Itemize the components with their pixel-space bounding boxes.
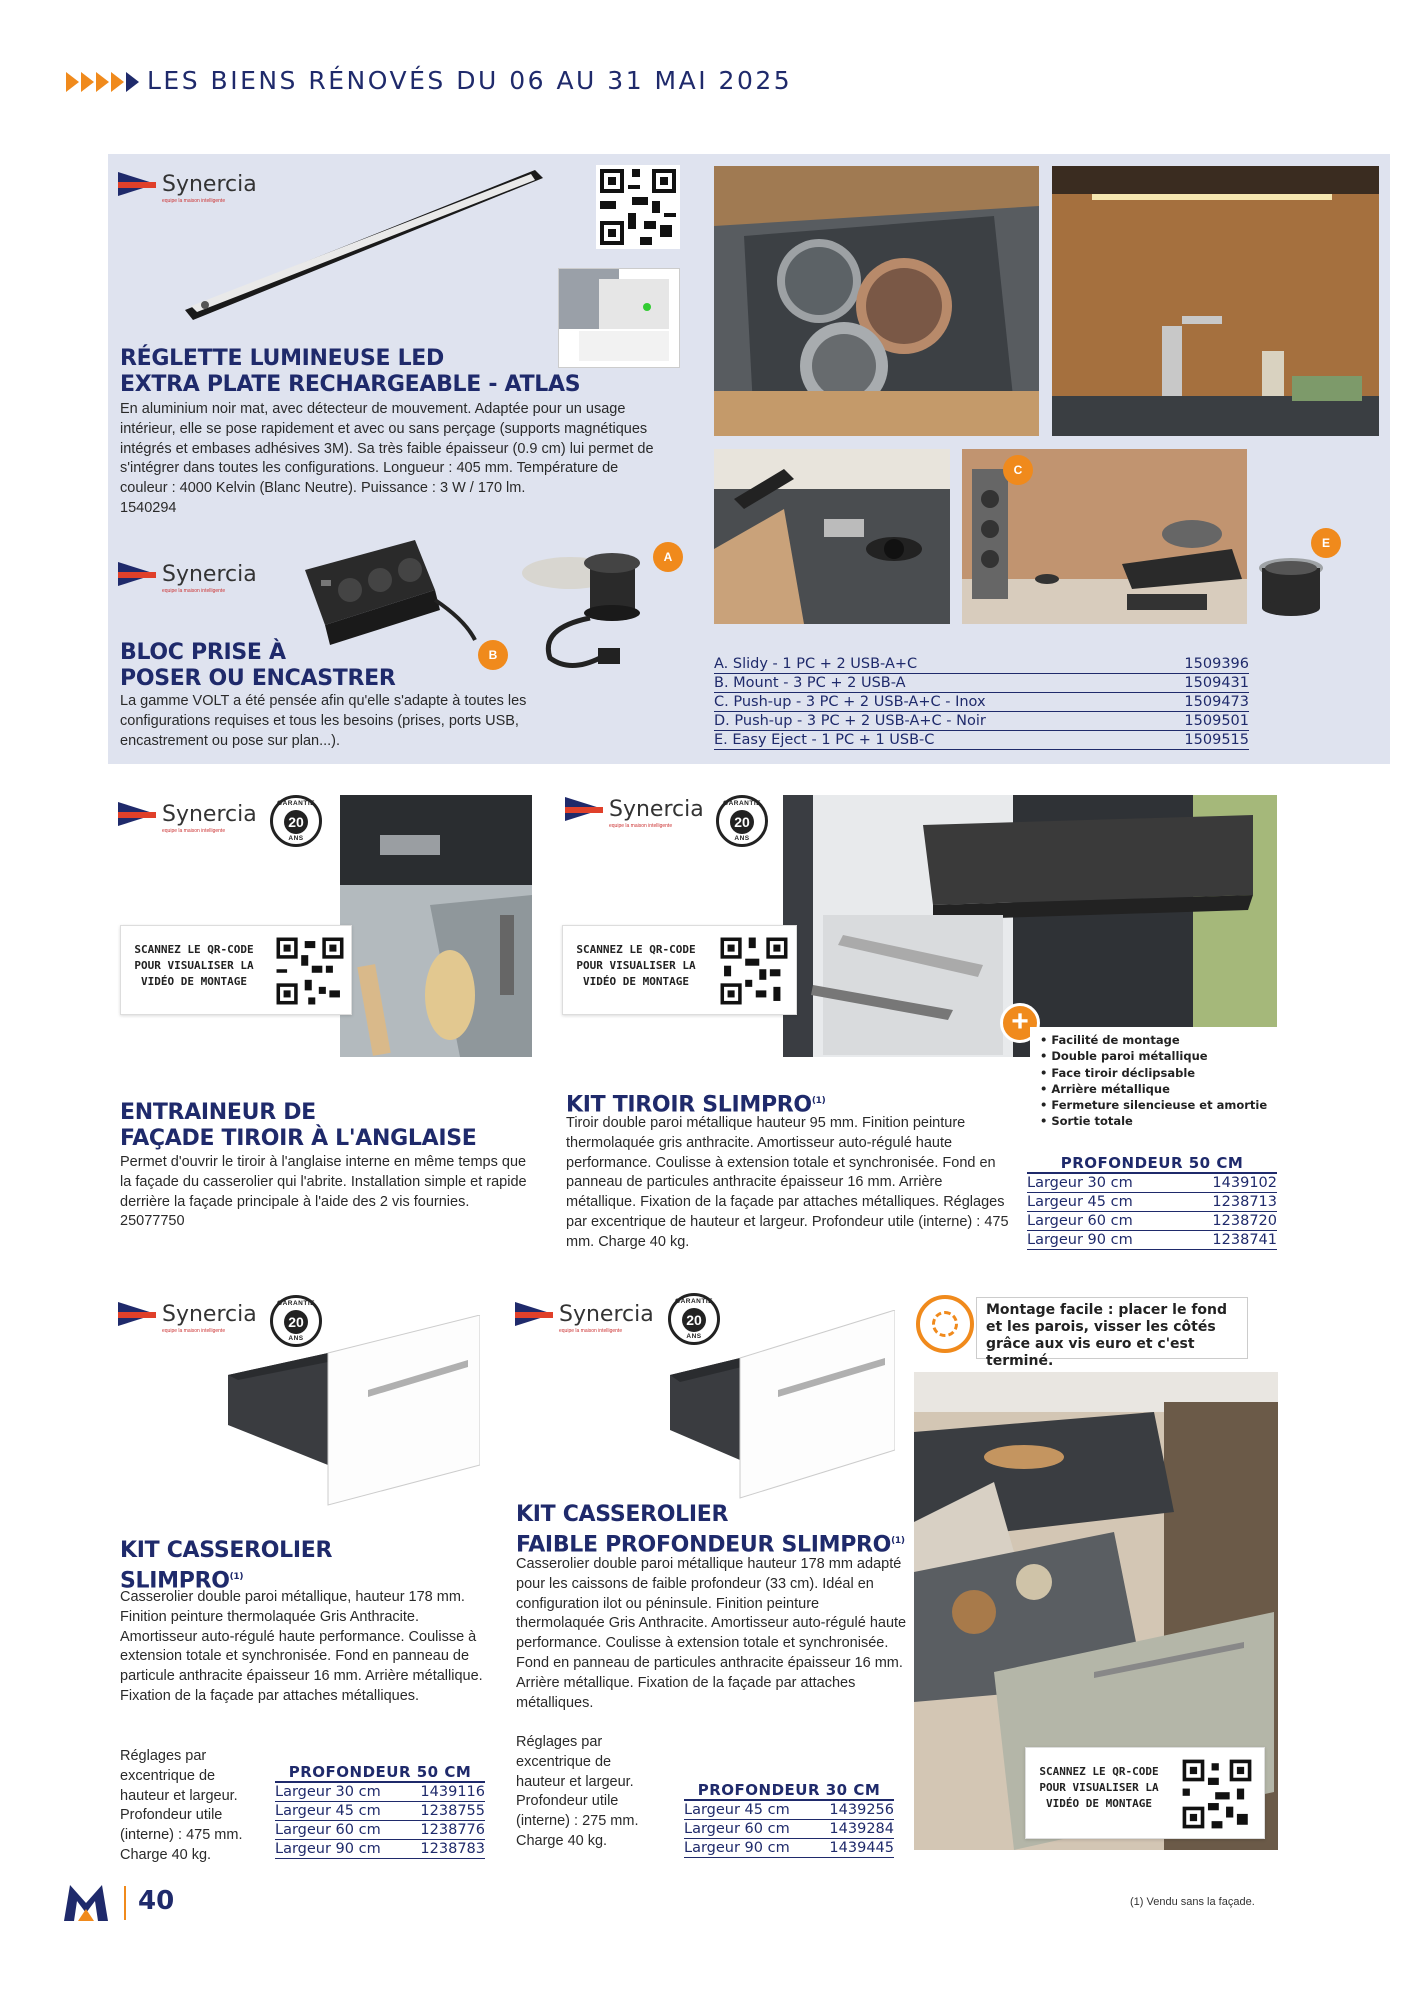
kit-casserolier-fp-description-side: Réglages par excentrique de hauteur et largeur. Profondeur utile (interne) : 275 mm. Charge 40 kg. [516,1734,639,1849]
row-ref: 1509431 [1184,675,1249,691]
footnote-marker: (1) [229,1572,244,1582]
kit-casserolier-description-side: Réglages par excentrique de hauteur et largeur. Profondeur utile (interne) : 475 mm. Charge 40 kg. [120,1748,243,1863]
bloc-prise-title-line2: POSER OU ENCASTRER [120,666,396,691]
kit-casserolier-title [120,1538,332,1594]
bloc-prise-description: La gamme VOLT a été pensée afin qu'elle s'adapte à toutes les configurations requises et tous les besoins (prises, ports USB, encastrement ou pose sur plan...). [120,693,527,749]
brand-tagline: equipe la maison intelligente [162,1328,226,1334]
guarantee-bottom: ANS [734,835,750,842]
qr-code-icon[interactable] [717,934,791,1008]
row-label: D. Push-up - 3 PC + 2 USB-A+C - Noir [714,713,986,729]
kit-casserolier-table [275,1761,485,1859]
kit-tiroir-description: Tiroir double paroi métallique hauteur 95 mm. Finition peinture thermolaquée gris anthracite. Amortisseur auto-régulé haute performance. Coulisse à extension totale et synchronisée. Fond en panneau de particules anthracite épaisseur 16 mm. Arrière métallique. Fixation de la façade par attaches métalliques. Réglages par excentrique de hauteur et largeur. Profondeur utile (interne) : 475 mm. Charge 40 kg. [566,1115,1009,1250]
row-ref: 1238741 [1212,1232,1277,1248]
scan-video-box[interactable] [1025,1747,1265,1839]
table-row [275,1783,485,1802]
footnote-marker: (1) [891,1536,905,1546]
qr-code-icon[interactable] [596,165,680,249]
feature-item: • Facilité de montage [1040,1033,1180,1047]
easy-eject-image [1257,548,1325,616]
guarantee-20-years-icon [270,795,322,847]
brand-mark-icon [118,800,160,828]
row-ref: 1238755 [420,1803,485,1819]
bloc-prise-refs-table [714,655,1249,750]
kit-casserolier-fp-title-line2: FAIBLE PROFONDEUR SLIMPRO [516,1532,892,1558]
page-title: LES BIENS RÉNOVÉS DU 06 AU 31 MAI 2025 [147,66,793,95]
table-row [275,1840,485,1859]
table-row [714,655,1249,674]
feature-text: Sortie totale [1051,1114,1133,1129]
feature-text: Facilité de montage [1051,1033,1180,1047]
brand-logo [118,560,257,594]
kit-casserolier-fp-title [516,1502,905,1558]
entraineur-title-line1: ENTRAINEUR DE [120,1100,316,1125]
table-row [714,674,1249,693]
table-row [714,712,1249,731]
row-label: Largeur 45 cm [684,1802,790,1818]
footnote-marker: (1) [811,1096,826,1106]
table-row [684,1839,894,1858]
row-label: Largeur 90 cm [1027,1232,1133,1248]
guarantee-years: 20 [682,1308,706,1332]
scan-video-box[interactable] [562,925,797,1015]
entraineur-description [120,1153,540,1232]
brand-tagline: equipe la maison intelligente [162,588,226,594]
bloc-prise-title-line1: BLOC PRISE À [120,640,286,665]
guarantee-top: GARANTIE [723,800,761,807]
guarantee-top: GARANTIE [277,1300,315,1307]
table-header: PROFONDEUR 50 CM [275,1761,485,1783]
entraineur-description-text: Permet d'ouvrir le tiroir à l'anglaise interne en même temps que la façade du casserolier qui l'abrite. Installation simple et rapide derrière la façade principale à l'aide des 2 vis fournies. [120,1154,527,1210]
scan-label: SCANNEZ LE QR-CODE POUR VISUALISER LA VIDÉO DE MONTAGE [1039,1765,1159,1810]
brand-name: Synercia [162,801,257,827]
kit-tiroir-title-text: KIT TIROIR SLIMPRO [566,1092,812,1118]
header-arrows-icon [66,72,141,92]
feature-item: • Double paroi métallique [1040,1049,1208,1064]
guarantee-bottom: ANS [288,1335,304,1342]
reglette-title [120,346,580,398]
row-ref: 1509515 [1184,732,1249,748]
table-row [275,1802,485,1821]
brand-name: Synercia [162,561,257,587]
table-row [275,1821,485,1840]
kit-casserolier-title-line1: KIT CASSEROLIER [120,1538,333,1563]
drawer-connector-photo [340,795,532,1057]
entraineur-title-line2: FAÇADE TIROIR À L'ANGLAISE [120,1126,477,1151]
feature-item: • Arrière métallique [1040,1081,1170,1096]
row-ref: 1238776 [420,1822,485,1838]
row-label: Largeur 30 cm [1027,1175,1133,1191]
guarantee-20-years-icon [716,795,768,847]
brand-mark-icon [565,795,607,823]
brand-tagline: equipe la maison intelligente [609,823,673,829]
brand-mark-icon [118,170,160,198]
brand-logo [565,795,704,829]
badge-c: C [1003,455,1033,485]
kit-tiroir-table [1027,1152,1277,1250]
guarantee-top: GARANTIE [277,800,315,807]
row-ref: 1238713 [1212,1194,1277,1210]
row-label: Largeur 60 cm [684,1821,790,1837]
tip-text: Montage facile : placer le fond et les parois, visser les côtés grâce aux vis euro et c'est terminé. [986,1302,1228,1369]
row-label: Largeur 90 cm [275,1841,381,1857]
feature-text: Face tiroir déclipsable [1051,1065,1196,1080]
features-list [1040,1032,1267,1130]
drawer-pans-photo [714,166,1039,436]
plus-icon: + [1000,1003,1040,1043]
reglette-ref: 1540294 [120,499,177,516]
kit-casserolier-fp-table [684,1779,894,1858]
feature-item: • Face tiroir déclipsable [1040,1065,1196,1080]
qr-code-icon[interactable] [273,934,347,1008]
feature-text: Fermeture silencieuse et amortie [1051,1098,1268,1113]
timer-icon [916,1295,974,1353]
guarantee-top: GARANTIE [675,1298,713,1305]
kit-casserolier-fp-description: Casserolier double paroi métallique hauteur 178 mm adapté pour les caissons de faible profondeur (33 cm). Idéal en configuration ilot ou péninsule. Finition peinture thermolaquée Gris Anthracite. Amortisseur auto-régulé haute performance. Coulisse à extension totale et synchronisée. Fond en panneau de particules anthracite épaisseur 16 mm. Arrière métallique. Fixation de la façade par attaches métalliques. [516,1556,907,1711]
slidy-socket-image [520,548,660,678]
table-header: PROFONDEUR 50 CM [1027,1152,1277,1174]
guarantee-years: 20 [284,810,308,834]
scan-label: SCANNEZ LE QR-CODE POUR VISUALISER LA VIDÉO DE MONTAGE [576,943,696,988]
brand-logo [118,800,257,834]
row-ref: 1439256 [829,1802,894,1818]
badge-b: B [478,640,508,670]
reglette-title-line2: EXTRA PLATE RECHARGEABLE - ATLAS [120,372,581,397]
brand-logo [515,1300,654,1334]
casserolier-fp-drawer-image [670,1310,895,1502]
row-label: E. Easy Eject - 1 PC + 1 USB-C [714,732,935,748]
brand-tagline: equipe la maison intelligente [162,198,226,204]
row-ref: 1439284 [829,1821,894,1837]
table-row [684,1801,894,1820]
row-label: A. Slidy - 1 PC + 2 USB-A+C [714,656,918,672]
row-label: B. Mount - 3 PC + 2 USB-A [714,675,906,691]
brand-name: Synercia [609,796,704,822]
guarantee-bottom: ANS [686,1333,702,1340]
scan-label: SCANNEZ LE QR-CODE POUR VISUALISER LA VIDÉO DE MONTAGE [134,943,254,988]
table-row [1027,1174,1277,1193]
row-label: Largeur 45 cm [275,1803,381,1819]
table-row [714,731,1249,750]
row-ref: 1509396 [1184,656,1249,672]
row-ref: 1439445 [829,1840,894,1856]
kit-casserolier-description: Casserolier double paroi métallique, hauteur 178 mm. Finition peinture thermolaquée Gris Anthracite. Amortisseur auto-régulé haute performance. Coulisse à extension totale et synchronisée. Fond en panneau de particule anthracite épaisseur 16 mm. Arrière métallique. Fixation de la façade par attaches métalliques. [120,1589,483,1704]
brand-name: Synercia [162,1301,257,1327]
page-number: 40 [138,1886,175,1916]
row-label: C. Push-up - 3 PC + 2 USB-A+C - Inox [714,694,986,710]
brand-mark-icon [118,1300,160,1328]
feature-item: • Fermeture silencieuse et amortie [1040,1098,1268,1113]
kitchen-led-photo [1052,166,1379,436]
guarantee-years: 20 [730,810,754,834]
brand-tagline: equipe la maison intelligente [162,828,226,834]
badge-a: A [653,542,683,572]
table-header: PROFONDEUR 30 CM [684,1779,894,1801]
reglette-description-text: En aluminium noir mat, avec détecteur de mouvement. Adaptée pour un usage intérieur, elle se pose rapidement et avec ou sans perçage (supports magnétiques intégrés et embases adhésives 3M). Sa très faible épaisseur (0.9 cm) lui permet de s'intégrer dans toutes les configurations. Longueur : 405 mm. Température de couleur : 4000 Kelvin (Blanc Neutre). Puissance : 3 W / 170 lm. [120,401,654,497]
row-label: Largeur 45 cm [1027,1194,1133,1210]
row-ref: 1238720 [1212,1213,1277,1229]
entraineur-title [120,1100,477,1152]
brand-name: Synercia [162,171,257,197]
brand-mark-icon [515,1300,557,1328]
row-ref: 1238783 [420,1841,485,1857]
reglette-description [120,400,660,519]
table-row [1027,1231,1277,1250]
row-label: Largeur 60 cm [275,1822,381,1838]
page-separator [124,1886,126,1920]
table-row [1027,1193,1277,1212]
guarantee-bottom: ANS [288,835,304,842]
feature-item: • Sortie totale [1040,1114,1133,1129]
row-label: Largeur 30 cm [275,1784,381,1800]
row-ref: 1509473 [1184,694,1249,710]
badge-e: E [1311,528,1341,558]
kit-casserolier-title-line2: SLIMPRO [120,1568,230,1594]
table-row [714,693,1249,712]
table-row [1027,1212,1277,1231]
row-ref: 1509501 [1184,713,1249,729]
entraineur-ref: 25077750 [120,1213,185,1230]
qr-code-icon[interactable] [1178,1756,1256,1832]
bloc-prise-title [120,640,396,692]
row-label: Largeur 60 cm [1027,1213,1133,1229]
table-row [684,1820,894,1839]
row-label: Largeur 90 cm [684,1840,790,1856]
row-ref: 1439102 [1212,1175,1277,1191]
reglette-title-line1: RÉGLETTE LUMINEUSE LED [120,346,445,371]
feature-text: Double paroi métallique [1051,1049,1208,1064]
kit-casserolier-fp-title-line1: KIT CASSEROLIER [516,1502,729,1527]
casserolier-drawer-image [228,1315,480,1515]
scan-video-box[interactable] [120,925,352,1015]
guarantee-years: 20 [284,1310,308,1334]
brand-mark-icon [118,560,160,588]
feature-text: Arrière métallique [1051,1081,1170,1096]
brand-m-logo-icon [64,1885,108,1921]
desk-socket-photo [714,449,950,624]
footnote: (1) Vendu sans la façade. [1130,1896,1255,1908]
row-ref: 1439116 [420,1784,485,1800]
brand-tagline: equipe la maison intelligente [559,1328,623,1334]
led-strip-image [175,170,545,330]
brand-name: Synercia [559,1301,654,1327]
